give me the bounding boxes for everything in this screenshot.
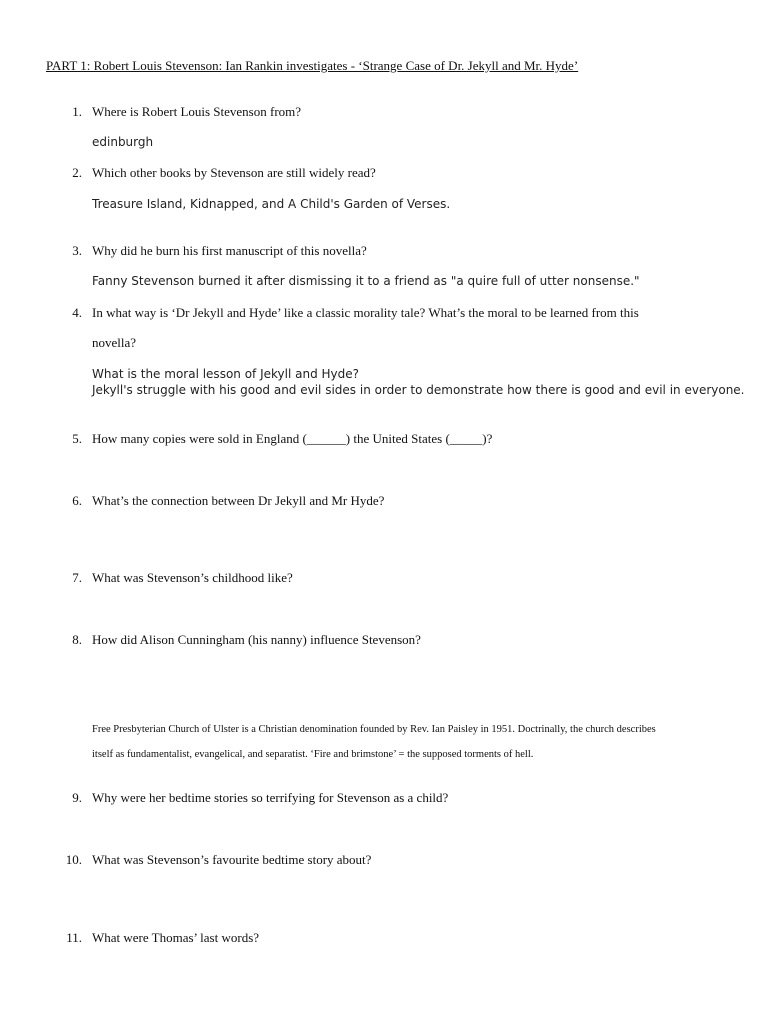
question-number: 1. [72,104,82,119]
question-number: 11. [66,930,82,945]
question-text: Which other books by Stevenson are still widely read? [92,165,376,180]
answer-4-question: What is the moral lesson of Jekyll and Hyde? [92,367,359,381]
question-number: 5. [72,431,82,446]
question-text: How many copies were sold in England (______) the United States (_____)? [92,431,493,446]
answer-1: edinburgh [92,135,154,149]
question-number: 3. [72,243,82,258]
question-text: What were Thomas’ last words? [92,930,260,945]
question-text: What was Stevenson’s favourite bedtime story about? [92,852,372,867]
question-text: Where is Robert Louis Stevenson from? [92,104,302,119]
question-text-continued: novella? [92,335,137,350]
question-number: 7. [72,570,82,585]
answer-2: Treasure Island, Kidnapped, and A Child's Garden of Verses. [92,197,451,211]
note-line-2: itself as fundamentalist, evangelical, and separatist. ‘Fire and brimstone’ = the supposed torments of hell. [92,749,534,760]
question-number: 8. [72,632,82,647]
question-number: 10. [65,852,82,867]
question-number: 9. [72,790,82,805]
question-text: Why were her bedtime stories so terrifying for Stevenson as a child? [92,790,449,805]
question-number: 4. [72,305,82,320]
note-line-1: Free Presbyterian Church of Ulster is a Christian denomination founded by Rev. Ian Paisley in 1951. Doctrinally, the church describes [92,724,656,735]
page-title: PART 1: Robert Louis Stevenson: Ian Rankin investigates - ‘Strange Case of Dr. Jekyll and Mr. Hyde’ [46,58,579,73]
question-text: In what way is ‘Dr Jekyll and Hyde’ like a classic morality tale? What’s the moral to be learned from this [92,305,639,320]
answer-4: Jekyll's struggle with his good and evil sides in order to demonstrate how there is good and evil in everyone. [92,383,745,397]
question-text: Why did he burn his first manuscript of this novella? [92,243,367,258]
question-text: What was Stevenson’s childhood like? [92,570,293,585]
question-text: What’s the connection between Dr Jekyll and Mr Hyde? [92,493,385,508]
question-number: 6. [72,493,82,508]
question-text: How did Alison Cunningham (his nanny) influence Stevenson? [92,632,421,647]
question-number: 2. [72,165,82,180]
answer-3: Fanny Stevenson burned it after dismissing it to a friend as "a quire full of utter nonsense." [92,274,640,288]
